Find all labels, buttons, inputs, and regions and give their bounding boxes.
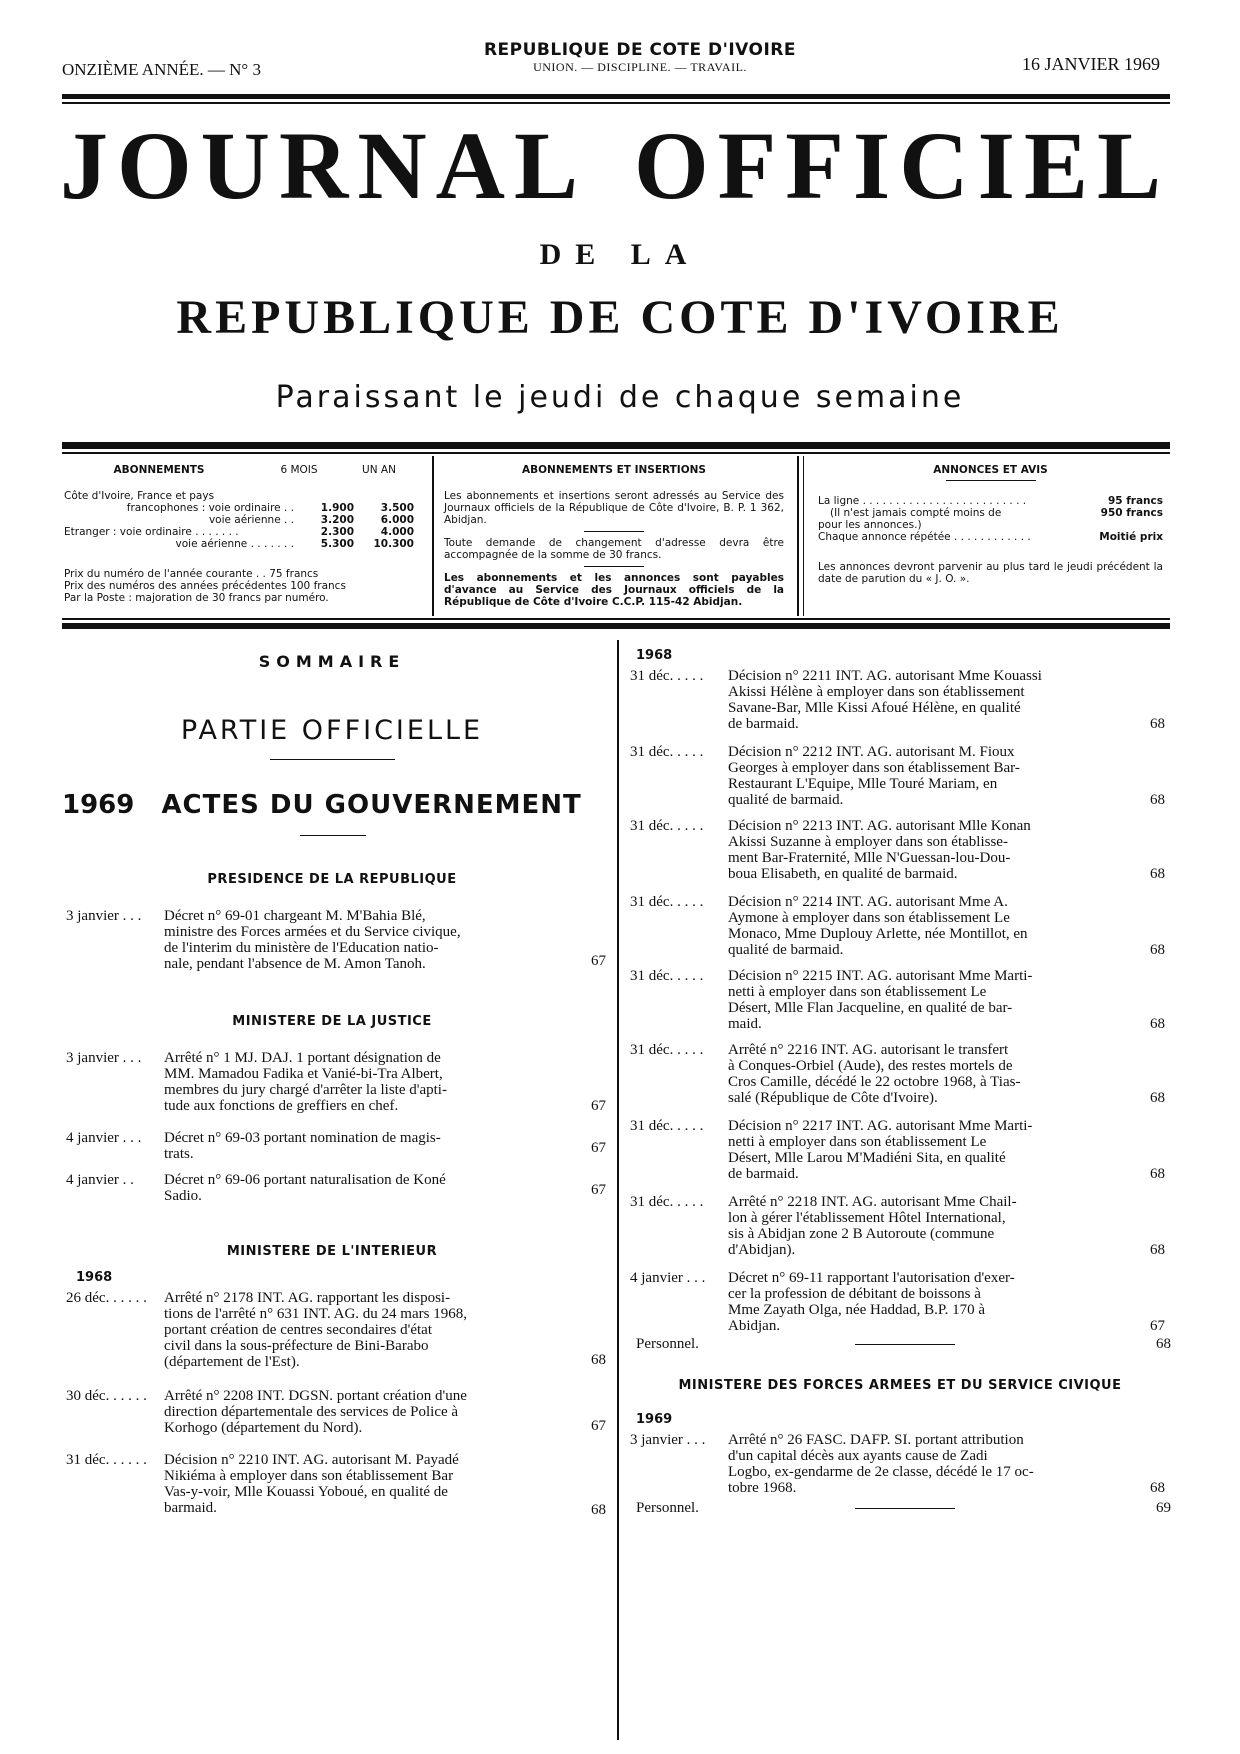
price-line: Prix du numéro de l'année courante . . 75 francs [64,568,319,580]
page-ref: 68 [1156,1336,1171,1352]
annonce-line-price: 95 francs [1107,495,1163,507]
section-justice: MINISTERE DE LA JUSTICE [232,1014,432,1029]
infobox-divider-1 [432,456,434,616]
actes-heading [62,790,602,820]
annonces-underline [946,480,1036,481]
partie-underline [270,759,395,760]
personnel-line-1: Personnel. 68 [636,1336,1171,1352]
page-ref: 68 [1150,716,1165,732]
actes-underline [300,835,366,836]
annonce-repeat-price: Moitié prix [1099,531,1163,543]
subscriptions-box [64,464,414,604]
personnel-rule-2 [855,1508,955,1509]
section-forces-armees: MINISTERE DES FORCES ARMEES ET DU SERVICE CIVIQUE [678,1378,1122,1393]
infobox-bottom-rule [62,623,1170,629]
personnel-rule-1 [855,1344,955,1345]
insertions-divider [584,531,644,532]
subscription-line: voie aérienne . . 3.200 6.000 [208,514,414,526]
page-ref: 68 [1150,792,1165,808]
page-ref: 68 [1150,1016,1165,1032]
column-divider [617,640,619,1740]
subscriptions-col-unan: UN AN [362,464,396,476]
national-motto: UNION. — DISCIPLINE. — TRAVAIL. [533,60,747,74]
annonce-repeat-label: Chaque annonce répétée . . . . . . . . . . . . [818,531,1031,543]
page-ref: 67 [591,953,606,969]
page-ref: 67 [591,1098,606,1114]
page-ref: 67 [1150,1318,1165,1334]
sommaire-title: SOMMAIRE [258,652,406,671]
page-ref: 68 [591,1502,606,1518]
price-line: Prix des numéros des années précédentes 100 francs [64,580,346,592]
page-ref: 69 [1156,1500,1171,1516]
page-ref: 68 [1150,1090,1165,1106]
masthead-de-la: DE LA [539,238,701,271]
infobox-top-rule-thin [62,452,1170,454]
page-ref: 67 [591,1418,606,1434]
masthead-country: REPUBLIQUE DE COTE D'IVOIRE [176,291,1064,344]
subscription-line: francophones : voie ordinaire . . 1.900 3.500 [126,502,414,514]
insertions-address: Les abonnements et insertions seront adressés au Service des Journaux officiels de la République de Côte d'Ivoire, B. P. 1 362, Abidjan. [444,490,784,526]
actes-title: ACTES DU GOUVERNEMENT [161,790,582,820]
annonces-heading: ANNONCES ET AVIS [933,464,1048,476]
page-ref: 68 [1150,1242,1165,1258]
infobox-bottom-rule-thin [62,618,1170,620]
insertions-heading: ABONNEMENTS ET INSERTIONS [522,464,706,476]
page-ref: 68 [1150,1166,1165,1182]
actes-year: 1969 [62,790,135,820]
subscriptions-heading: ABONNEMENTS [113,464,205,476]
page-ref: 68 [591,1352,606,1368]
page-ref: 68 [1150,942,1165,958]
insertions-divider [584,566,644,567]
masthead-word-journal: JOURNAL [60,112,588,219]
personnel-line-2: Personnel. 69 [636,1500,1171,1516]
page-ref: 67 [591,1182,606,1198]
subscriptions-col-6mois: 6 MOIS [280,464,318,476]
subscription-line: voie aérienne . . . . . . . 5.300 10.300 [175,538,414,550]
annonce-minimum-price: 950 francs [1100,507,1163,519]
republic-name: REPUBLIQUE DE COTE D'IVOIRE [483,40,797,60]
insertions-box [444,464,784,608]
annonce-minimum-label: (Il n'est jamais compté moins de [830,507,1002,519]
subscription-line: Etranger : voie ordinaire . . . . . . . 2.300 4.000 [64,526,414,538]
annonce-line-label: La ligne . . . . . . . . . . . . . . . . . . . . . . . . . [818,495,1027,507]
infobox-divider-3 [803,456,804,616]
price-line: Par la Poste : majoration de 30 francs par numéro. [64,592,329,604]
annonce-minimum-note: pour les annonces.) [818,519,922,531]
section-presidence: PRESIDENCE DE LA REPUBLIQUE [207,872,457,887]
header-rule-thin [62,102,1170,104]
insertions-payment: Les abonnements et les annonces sont payables d'avance au Service des Journaux officiels de la République de Côte d'Ivoire C.C.P. 115-42 Abidjan. [444,572,784,608]
header-rule-thick [62,94,1170,99]
annonces-deadline-note: Les annonces devront parvenir au plus tard le jeudi précédent la date de parution du « J. O. ». [818,561,1163,585]
annonces-box [818,464,1163,585]
year-1968-right: 1968 [636,648,673,663]
partie-officielle: PARTIE OFFICIELLE [180,715,484,746]
page-ref: 67 [591,1140,606,1156]
masthead-tagline: Paraissant le jeudi de chaque semaine [275,380,965,415]
year-1968-left: 1968 [76,1270,113,1285]
year-1969-right: 1969 [636,1412,673,1427]
issue-number: ONZIÈME ANNÉE. — N° 3 [62,60,261,79]
issue-date: 16 JANVIER 1969 [1022,54,1160,74]
page-ref: 68 [1150,1480,1165,1496]
section-interieur: MINISTERE DE L'INTERIEUR [226,1244,438,1259]
masthead-word-officiel: OFFICIEL [633,112,1170,219]
infobox-top-rule [62,442,1170,449]
subscription-line: Côte d'Ivoire, France et pays [64,490,215,502]
insertions-change-address: Toute demande de changement d'adresse devra être accompagnée de la somme de 30 francs. [444,537,784,561]
header-center [470,40,810,75]
page-ref: 68 [1150,866,1165,882]
infobox-divider-2 [797,456,799,616]
masthead-title [60,110,1170,221]
